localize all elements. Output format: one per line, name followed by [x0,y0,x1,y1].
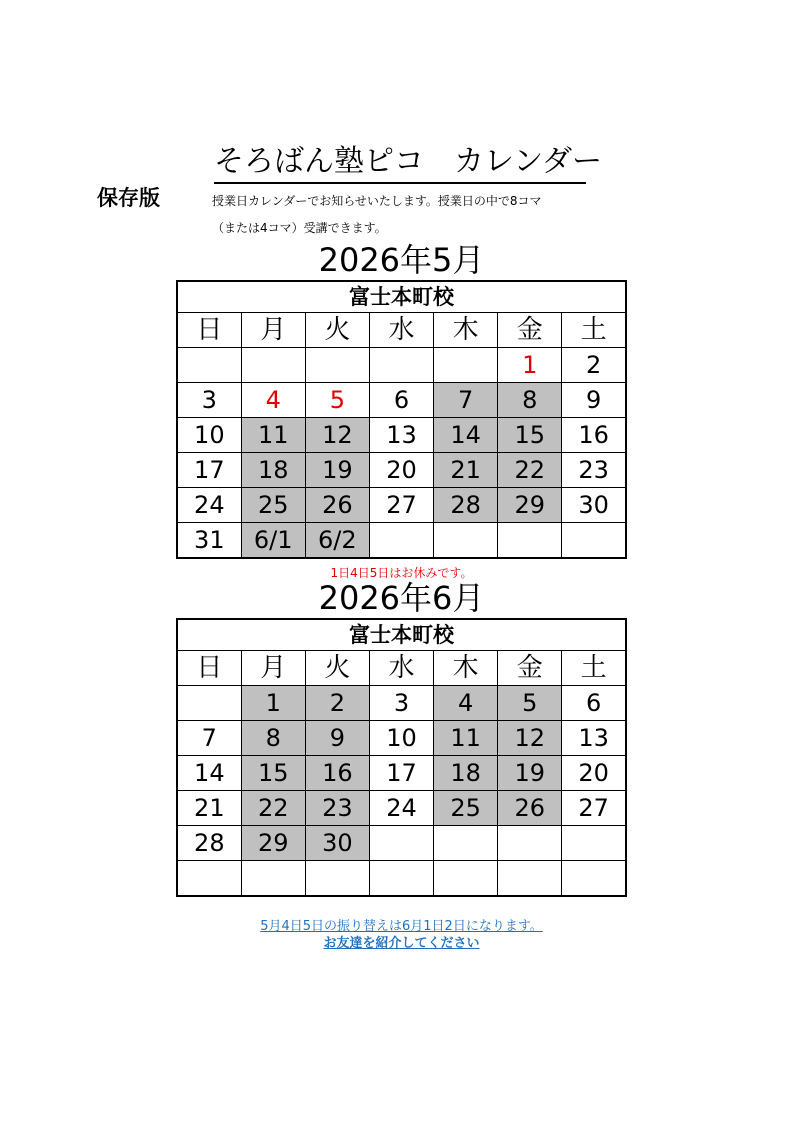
weekday-header: 月 [241,651,305,686]
class-day-cell: 21 [434,453,498,488]
week-row [177,488,626,523]
june-calendar [176,618,627,897]
day-cell: 30 [562,488,626,523]
day-cell: 3 [369,686,433,721]
day-cell: 20 [562,756,626,791]
week-row [177,791,626,826]
day-cell: 20 [369,453,433,488]
day-cell: 6 [562,686,626,721]
day-cell: 21 [177,791,241,826]
week-row [177,861,626,897]
weekday-header: 木 [434,313,498,348]
class-day-cell: 28 [434,488,498,523]
empty-cell [369,348,433,383]
week-row [177,348,626,383]
may-weekday-row [177,313,626,348]
june-weekday-row [177,651,626,686]
page-title: そろばん塾ピコ カレンダー [214,142,586,184]
class-day-cell: 5 [498,686,562,721]
class-day-cell: 1 [241,686,305,721]
class-day-cell: 23 [305,791,369,826]
day-cell: 14 [177,756,241,791]
week-row [177,383,626,418]
empty-cell [434,348,498,383]
class-day-cell: 19 [305,453,369,488]
day-cell: 13 [369,418,433,453]
weekday-header: 水 [369,313,433,348]
june-month-title: 2026年6月 [318,579,485,617]
empty-cell [241,861,305,897]
day-cell: 28 [177,826,241,861]
empty-cell [369,523,433,559]
referral-link[interactable]: お友達を紹介してください [323,936,480,951]
notice-line-2: （または4コマ）受講できます。 [212,221,387,235]
day-cell: 13 [562,721,626,756]
class-day-cell: 15 [241,756,305,791]
day-cell: 17 [177,453,241,488]
class-day-cell: 2 [305,686,369,721]
empty-cell [369,861,433,897]
weekday-header: 金 [498,313,562,348]
empty-cell [562,861,626,897]
empty-cell [241,348,305,383]
empty-cell [562,826,626,861]
weekday-header: 火 [305,313,369,348]
empty-cell [498,861,562,897]
class-day-cell: 15 [498,418,562,453]
day-cell: 2 [562,348,626,383]
empty-cell [498,826,562,861]
class-day-cell: 7 [434,383,498,418]
empty-cell [434,523,498,559]
class-day-cell: 29 [241,826,305,861]
transfer-note: 5月4日5日の振り替えは6月1日2日になります。 [260,919,543,934]
day-cell: 6 [369,383,433,418]
may-month-title: 2026年5月 [318,241,485,279]
holiday-cell: 1 [498,348,562,383]
day-cell: 23 [562,453,626,488]
holiday-cell: 4 [241,383,305,418]
empty-cell [177,861,241,897]
empty-cell [177,348,241,383]
day-cell: 31 [177,523,241,559]
class-day-cell: 22 [241,791,305,826]
day-cell: 10 [177,418,241,453]
class-day-cell: 22 [498,453,562,488]
class-day-cell: 12 [498,721,562,756]
week-row [177,453,626,488]
class-day-cell: 16 [305,756,369,791]
class-day-cell: 18 [434,756,498,791]
day-cell: 16 [562,418,626,453]
class-day-cell: 29 [498,488,562,523]
weekday-header: 火 [305,651,369,686]
week-row [177,418,626,453]
day-cell: 24 [177,488,241,523]
empty-cell [434,861,498,897]
empty-cell [305,348,369,383]
week-row [177,523,626,559]
weekday-header: 日 [177,313,241,348]
weekday-header: 土 [562,651,626,686]
class-day-cell: 14 [434,418,498,453]
day-cell: 27 [369,488,433,523]
may-calendar [176,280,627,559]
weekday-header: 土 [562,313,626,348]
class-day-cell: 9 [305,721,369,756]
class-day-cell: 12 [305,418,369,453]
week-row [177,756,626,791]
class-day-cell: 26 [498,791,562,826]
day-cell: 27 [562,791,626,826]
day-cell: 7 [177,721,241,756]
class-day-cell: 18 [241,453,305,488]
empty-cell [369,826,433,861]
day-cell: 9 [562,383,626,418]
class-day-cell: 26 [305,488,369,523]
week-row [177,826,626,861]
class-day-cell: 25 [434,791,498,826]
class-day-cell: 6/1 [241,523,305,559]
notice-line-1: 授業日カレンダーでお知らせいたします。授業日の中で8コマ [212,194,542,208]
empty-cell [305,861,369,897]
class-day-cell: 6/2 [305,523,369,559]
class-day-cell: 11 [241,418,305,453]
day-cell: 24 [369,791,433,826]
class-day-cell: 19 [498,756,562,791]
may-school-name: 富士本町校 [177,281,626,313]
week-row [177,686,626,721]
week-row [177,721,626,756]
class-day-cell: 4 [434,686,498,721]
class-day-cell: 8 [498,383,562,418]
class-day-cell: 25 [241,488,305,523]
day-cell: 10 [369,721,433,756]
class-day-cell: 8 [241,721,305,756]
empty-cell [562,523,626,559]
may-holiday-note: 1日4日5日はお休みです。 [330,566,473,580]
holiday-cell: 5 [305,383,369,418]
day-cell: 17 [369,756,433,791]
empty-cell [177,686,241,721]
weekday-header: 金 [498,651,562,686]
weekday-header: 月 [241,313,305,348]
empty-cell [434,826,498,861]
weekday-header: 日 [177,651,241,686]
saved-edition-label: 保存版 [97,186,160,210]
day-cell: 3 [177,383,241,418]
june-school-name: 富士本町校 [177,619,626,651]
weekday-header: 木 [434,651,498,686]
class-day-cell: 30 [305,826,369,861]
class-day-cell: 11 [434,721,498,756]
weekday-header: 水 [369,651,433,686]
empty-cell [498,523,562,559]
